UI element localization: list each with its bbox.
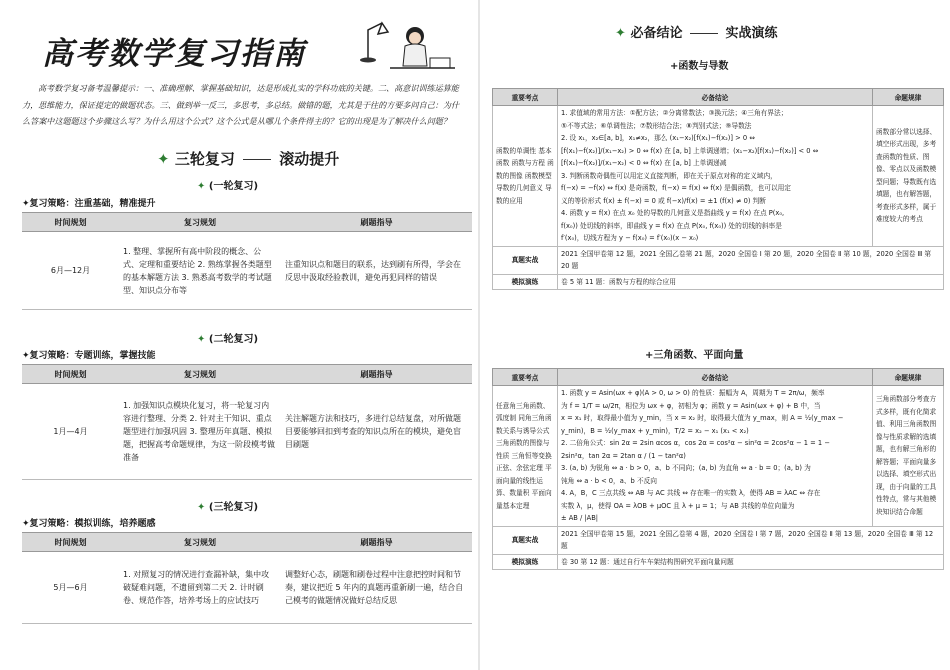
section1-exam: 2021 全国甲卷第 12 题，2021 全国乙卷第 21 题，2020 全国卷 Ⅰ 第 20 题，2020 全国卷 Ⅱ 第 10 题，2020 全国卷 Ⅲ 第 20 题 [558,246,944,274]
round1-title: ✦ (一轮复习) [197,181,259,192]
section2-rule: 三角函数部分考查方式多样，既有化简求值、利用三角函数图像与性质求解的选填题，也有解三角形的解答题；平面向量多以选择、填空形式出现，由于向量的工具性特点，常与其他模块知识结合命题 [873,386,944,527]
main-heading: ✦ 三轮复习 滚动提升 [157,150,340,168]
round2-table: 时间规划 复习规划 刷题指导 1月—4月 1. 加强知识点模块化复习，将一轮复习内容进行整理、分类 2. 针对主干知识、重点题型进行加强巩固 3. 整理历年真题、模拟题，把握高考命题规律，为这一阶段模考做准备 关注解题方法和技巧，多进行总结复盘，对所做题目要能够回扣到考查的知识点所在的模块，避免盲目刷题 [22,364,472,480]
section2-conclusions: 1. 函数 y = Asin(ωx + φ)(A > 0, ω > 0) 的性质：振幅为 A，周期为 T = 2π/ω，频率 为 f = 1/T = ω/2π，相位为 ωx + φ，初相为 φ；函数 y = Asin(ωx + φ) + B 中，当 x = x₁ 时，取得最小值为 y_min，当 x = x₂ 时，取得最大值为 y_max，则 A = ½(y_max − y_min)，B = ½(y_max + y_min)，T/2 = x₂ − x₁ (x₁ < x₂) 2. 二倍角公式：sin 2α = 2sin αcos α，cos 2α = cos²α − sin²α = 2cos²α − 1 = 1 − 2sin²α，tan 2α = 2tan α / (1 − tan²α) 3. (a, b) 为锐角 ⇔ a · b > 0，a、b 不同向；(a, b) 为直角 ⇔ a · b = 0；(a, b) 为 钝角 ⇔ a · b < 0，a、b 不反向 4. A，B，C 三点共线 ⇔ AB 与 AC 共线 ⇔ 存在唯一的实数 λ，使得 AB = λAC ⇔ 存在 实数 λ，μ，使得 OA = λOB + μOC 且 λ + μ = 1；与 AB 共线的单位向量为 ± AB / |AB| [558,386,873,527]
round1-time: 6月—12月 [22,232,119,310]
round3-time: 5月—6月 [22,552,119,624]
round1-table: 时间规划 复习规划 刷题指导 6月—12月 1. 整理、掌握所有高中阶段的概念、公式、定理和重要结论 2. 熟练掌握各类题型的基本解题方法 3. 熟悉高考数学的考试题型、知识点分布等 注重知识点和题目的联系，达到刷有所得，学会在反思中汲取经验教训，避免再犯同样的错误 [22,212,472,310]
round2-plan: 1. 加强知识点模块化复习，将一轮复习内容进行整理、分类 2. 针对主干知识、重点题型进行加强巩固 3. 整理历年真题、模拟题，把握高考命题规律，为这一阶段模考做准备 [119,384,281,480]
section1-table: 重要考点 必备结论 命题规律 函数的单调性 基本函数 函数与方程 函数的图像 函数模型 导数的几何意义 导数的应用 1. 求值域的常用方法：①配方法；②分离常数法；③换元法；④三角有界法； ⑤不等式法；⑥单调性法；⑦数形结合法；⑧判别式法；⑨导数法 2. 设 x₁，x₂∈[a, b]，x₁≠x₂，那么 (x₁−x₂)[f(x₁)−f(x₂)] > 0 ⇔ [f(x₁)−f(x₂)]/(x₁−x₂) > 0 ⇔ f(x) 在 [a, b] 上单调递增；(x₁−x₂)[f(x₁)−f(x₂)] < 0 ⇔ [f(x₁)−f(x₂)]/(x₁−x₂) < 0 ⇔ f(x) 在 [a, b] 上单调递减 3. 判断函数奇偶性可以用定义直接判断，即在关于原点对称的定义域内， f(−x) = −f(x) ⇔ f(x) 是奇函数，f(−x) = f(x) ⇔ f(x) 是偶函数，也可以用定 义的等价形式 f(x) ± f(−x) = 0 或 f(−x)/f(x) = ±1 (f(x) ≠ 0) 判断 4. 函数 y = f(x) 在点 x₀ 处的导数的几何意义是指曲线 y = f(x) 在点 P(x₀, f(x₀)) 处切线的斜率，即曲线 y = f(x) 在点 P(x₀, f(x₀)) 处的切线的斜率是 f′(x₀)，切线方程为 y − f(x₀) = f′(x₀)(x − x₀) 函数部分常以选择、填空形式出现，多考查函数的性质、图像、零点以及函数模型问题；导数既有选填题，也有解答题，考查形式多样，属于难度较大的考点 真题实战 2021 全国甲卷第 12 题，2021 全国乙卷第 21 题，2020 全国卷 Ⅰ 第 20 题，2020 全国卷 Ⅱ 第 10 题，2020 全国卷 Ⅲ 第 20 题 模拟演练 卷 5 第 11 题：函数与方程的综合应用 [492,88,944,290]
section1-conclusions: 1. 求值域的常用方法：①配方法；②分离常数法；③换元法；④三角有界法； ⑤不等式法；⑥单调性法；⑦数形结合法；⑧判别式法；⑨导数法 2. 设 x₁，x₂∈[a, b]，x₁≠x₂，那么 (x₁−x₂)[f(x₁)−f(x₂)] > 0 ⇔ [f(x₁)−f(x₂)]/(x₁−x₂) > 0 ⇔ f(x) 在 [a, b] 上单调递增；(x₁−x₂)[f(x₁)−f(x₂)] < 0 ⇔ [f(x₁)−f(x₂)]/(x₁−x₂) < 0 ⇔ f(x) 在 [a, b] 上单调递减 3. 判断函数奇偶性可以用定义直接判断，即在关于原点对称的定义域内， f(−x) = −f(x) ⇔ f(x) 是奇函数，f(−x) = f(x) ⇔ f(x) 是偶函数，也可以用定 义的等价形式 f(x) ± f(−x) = 0 或 f(−x)/f(x) = ±1 (f(x) ≠ 0) 判断 4. 函数 y = f(x) 在点 x₀ 处的导数的几何意义是指曲线 y = f(x) 在点 P(x₀, f(x₀)) 处切线的斜率，即曲线 y = f(x) 在点 P(x₀, f(x₀)) 处的切线的斜率是 f′(x₀)，切线方程为 y − f(x₀) = f′(x₀)(x − x₀) [558,106,873,247]
main-heading-left: 三轮复习 [174,150,235,168]
section2-points: 任意角三角函数、弧度制 同角三角函数关系与诱导公式 三角函数的图像与性质 三角恒等变换 正弦、余弦定理 平面向量的线性运算、数量积 平面向量基本定理 [493,386,558,527]
round3-strategy: ✦复习策略：模拟训练，培养题感 [22,519,156,529]
round3-table: 时间规划 复习规划 刷题指导 5月—6月 1. 对照复习的情况进行查漏补缺，集中攻破疑难问题，不遗留到第二天 2. 计时刷卷、规范作答，培养考场上的应试技巧 调整好心态，刷题和刷卷过程中注意把控时间和节奏，建议把近 5 年内的真题再重新刷一遍，结合自己模考的做题情况做好总结反思 [22,532,472,624]
round2-time: 1月—4月 [22,384,119,480]
page-title: 高考数学复习指南 [42,36,306,72]
section2-mock: 卷 30 第 12 题：通过自行车车架结构图研究平面向量问题 [558,554,944,570]
round2-strategy: ✦复习策略：专题训练，掌握技能 [22,351,156,361]
section2-exam: 2021 全国甲卷第 15 题，2021 全国乙卷第 4 题，2020 全国卷 Ⅰ 第 7 题，2020 全国卷 Ⅱ 第 13 题，2020 全国卷 Ⅲ 第 12 题 [558,526,944,554]
round3-title: ✦ (三轮复习) [197,502,259,513]
round1-guide: 注重知识点和题目的联系，达到刷有所得，学会在反思中汲取经验教训，避免再犯同样的错误 [281,232,472,310]
student-desk-illustration [360,18,470,78]
section1-title: +函数与导数 [670,61,729,72]
right-heading: ✦ 必备结论 实战演练 [615,26,778,41]
section1-points: 函数的单调性 基本函数 函数与方程 函数的图像 函数模型 导数的几何意义 导数的应用 [493,106,558,247]
section1-rule: 函数部分常以选择、填空形式出现，多考查函数的性质、图像、零点以及函数模型问题；导数既有选填题，也有解答题，考查形式多样，属于难度较大的考点 [873,106,944,247]
round1-plan: 1. 整理、掌握所有高中阶段的概念、公式、定理和重要结论 2. 熟练掌握各类题型的基本解题方法 3. 熟悉高考数学的考试题型、知识点分布等 [119,232,281,310]
section1-mock: 卷 5 第 11 题：函数与方程的综合应用 [558,274,944,290]
round3-plan: 1. 对照复习的情况进行查漏补缺，集中攻破疑难问题，不遗留到第二天 2. 计时刷卷、规范作答，培养考场上的应试技巧 [119,552,281,624]
round2-title: ✦ (二轮复习) [197,334,259,345]
intro-paragraph: 高考数学复习备考温馨提示：一、准确理解、掌握基础知识，达是形成扎实的学科功底的关键。二、高意识训练运算能力，思维能力，保证提定的做题状态。三、做到举一反三，多思考，多总结。做错的题，尤其是于往的方要多问自己：为什么答案中这题题这个步骤这么写？为什么用这个公式？这个公式是从哪儿个条件得主的？它的出现是为了解决什么问题？ [22,83,460,126]
section2-title: +三角函数、平面向量 [645,350,744,361]
round3-guide: 调整好心态，刷题和刷卷过程中注意把控时间和节奏，建议把近 5 年内的真题再重新刷一遍，结合自己模考的做题情况做好总结反思 [281,552,472,624]
round1-strategy: ✦复习策略：注重基础，精准提升 [22,199,156,209]
right-page [480,0,950,670]
section2-table: 重要考点 必备结论 命题规律 任意角三角函数、弧度制 同角三角函数关系与诱导公式 三角函数的图像与性质 三角恒等变换 正弦、余弦定理 平面向量的线性运算、数量积 平面向量基本定理 1. 函数 y = Asin(ωx + φ)(A > 0, ω > 0) 的性质：振幅为 A，周期为 T = 2π/ω，频率 为 f = 1/T = ω/2π，相位为 ωx + φ，初相为 φ；函数 y = Asin(ωx + φ) + B 中，当 x = x₁ 时，取得最小值为 y_min，当 x = x₂ 时，取得最大值为 y_max，则 A = ½(y_max − y_min)，B = ½(y_max + y_min)，T/2 = x₂ − x₁ (x₁ < x₂) 2. 二倍角公式：sin 2α = 2sin αcos α，cos 2α = cos²α − sin²α = 2cos²α − 1 = 1 − 2sin²α，tan 2α = 2tan α / (1 − tan²α) 3. (a, b) 为锐角 ⇔ a · b > 0，a、b 不同向；(a, b) 为直角 ⇔ a · b = 0；(a, b) 为 钝角 ⇔ a · b < 0，a、b 不反向 4. A，B，C 三点共线 ⇔ AB 与 AC 共线 ⇔ 存在唯一的实数 λ，使得 AB = λAC ⇔ 存在 实数 λ，μ，使得 OA = λOB + μOC 且 λ + μ = 1；与 AB 共线的单位向量为 ± AB / |AB| 三角函数部分考查方式多样，既有化简求值、利用三角函数图像与性质求解的选填题，也有解三角形的解答题；平面向量多以选择、填空形式出现，由于向量的工具性特点，常与其他模块知识结合命题 真题实战 2021 全国甲卷第 15 题，2021 全国乙卷第 4 题，2020 全国卷 Ⅰ 第 7 题，2020 全国卷 Ⅱ 第 13 题，2020 全国卷 Ⅲ 第 12 题 模拟演练 卷 30 第 12 题：通过自行车车架结构图研究平面向量问题 [492,368,944,570]
round2-guide: 关注解题方法和技巧，多进行总结复盘，对所做题目要能够回扣到考查的知识点所在的模块，避免盲目刷题 [281,384,472,480]
main-heading-right: 滚动提升 [279,150,340,168]
